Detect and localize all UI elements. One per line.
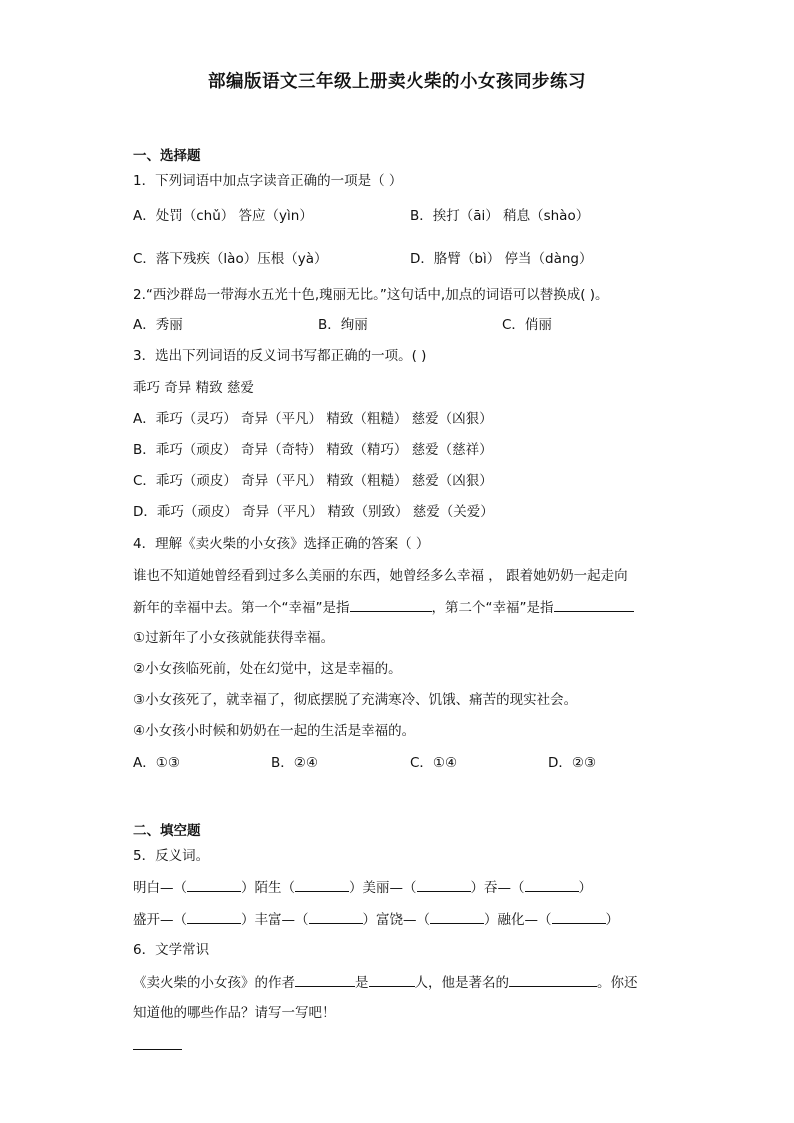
antonym-prompt-moshen: ）陌生（ [241,880,295,896]
antonym-prompt-mingbai: 明白—（ [133,880,187,896]
antonym-prompt-shengkai: 盛开—（ [133,912,187,928]
antonym-prompt-fengfu: ）丰富—（ [241,912,309,928]
question-5-row-2 [133,909,619,930]
question-2-option-b: B．绚丽 [318,317,368,333]
question-4-option-b: B．②④ [271,755,318,771]
question-5-row-1 [133,877,592,898]
question-6-line-1 [133,972,638,993]
closing-paren: ） [605,912,619,928]
question-1-option-c: C．落下残疾（lào）压根（yà） [133,251,328,267]
question-2-option-c: C．俏丽 [502,317,552,333]
question-1-option-d: D．胳臂（bì） 停当（dàng） [410,251,593,267]
question-4-option-d: D．②③ [548,755,597,771]
question-6-line-2: 知道他的哪些作品？请写一写吧！ [133,1005,336,1021]
section-heading-choice: 一、选择题 [133,148,201,164]
antonym-prompt-meili: ）美丽—（ [349,880,417,896]
section-heading-fill-blank: 二、填空题 [133,823,201,839]
question-3-option-c: C．乖巧（顽皮） 奇异（平凡） 精致（粗糙） 慈爱（凶狠） [133,473,493,489]
closing-paren: ） [578,880,592,896]
question-6-stem: 6．文学常识 [133,942,210,958]
question-1-option-a: A．处罚（chǔ） 答应（yìn） [133,208,313,224]
answer-line[interactable] [133,1049,182,1050]
question-1-stem: 1．下列词语中加点字读音正确的一项是（ ） [133,173,403,189]
question-4-statement-1: ①过新年了小女孩就能获得幸福。 [133,630,335,646]
literature-text-author: 《卖火柴的小女孩》的作者 [133,975,295,991]
page-title: 部编版语文三年级上册卖火柴的小女孩同步练习 [208,72,586,92]
antonym-blank[interactable] [309,909,363,924]
question-4-statement-2: ②小女孩临死前，处在幻觉中，这是幸福的。 [133,661,402,677]
question-3-option-b: B．乖巧（顽皮） 奇异（奇特） 精致（精巧） 慈爱（慈祥） [133,442,493,458]
question-3-stem: 3．选出下列词语的反义词书写都正确的一项。( ) [133,348,427,364]
literature-text-is: 是 [355,975,369,991]
antonym-prompt-ronghua: ）融化—（ [484,912,552,928]
question-2-option-a: A．秀丽 [133,317,183,333]
antonym-prompt-tun: ）吞—（ [470,880,525,896]
question-4-passage-line-1: 谁也不知道她曾经看到过多么美丽的东西，她曾经多么幸福 ， 跟着她奶奶一起走向 [133,568,628,584]
antonym-blank[interactable] [525,877,579,892]
antonym-blank[interactable] [417,877,471,892]
answer-blank-second-happiness[interactable] [554,597,634,612]
answer-blank-first-happiness[interactable] [350,597,432,612]
answer-blank-profession[interactable] [509,972,597,987]
answer-blank-author[interactable] [295,972,355,987]
antonym-blank[interactable] [430,909,484,924]
antonym-blank[interactable] [295,877,349,892]
literature-text-famous: 人，他是著名的 [414,975,509,991]
question-5-stem: 5．反义词。 [133,848,210,864]
question-4-option-c: C．①④ [410,755,458,771]
passage-text-second-happiness: ，第二个“幸福”是指 [431,600,554,616]
antonym-prompt-furao: ）富饶—（ [362,912,430,928]
antonym-blank[interactable] [187,909,241,924]
question-4-stem: 4．理解《卖火柴的小女孩》选择正确的答案（ ） [133,536,430,552]
question-1-option-b: B．挨打（āi） 稍息（shào） [410,208,590,224]
antonym-blank[interactable] [187,877,241,892]
literature-text-you-also: 。你还 [597,975,638,991]
passage-text-first-happiness: 新年的幸福中去。第一个“幸福”是指 [133,600,350,616]
antonym-blank[interactable] [552,909,606,924]
question-2-stem: 2.“西沙群岛一带海水五光十色,瑰丽无比。”这句话中,加点的词语可以替换成( )。 [133,287,609,303]
question-3-option-a: A．乖巧（灵巧） 奇异（平凡） 精致（粗糙） 慈爱（凶狠） [133,411,493,427]
question-3-option-d: D．乖巧（顽皮） 奇异（平凡） 精致（别致） 慈爱（关爱） [133,504,494,520]
question-4-option-a: A．①③ [133,755,180,771]
question-4-statement-4: ④小女孩小时候和奶奶在一起的生活是幸福的。 [133,723,416,739]
question-4-passage-line-2 [133,597,634,618]
answer-blank-country[interactable] [369,972,415,987]
question-4-statement-3: ③小女孩死了，就幸福了，彻底摆脱了充满寒冷、饥饿、痛苦的现实社会。 [133,692,578,708]
question-3-words: 乖巧 奇异 精致 慈爱 [133,380,254,396]
